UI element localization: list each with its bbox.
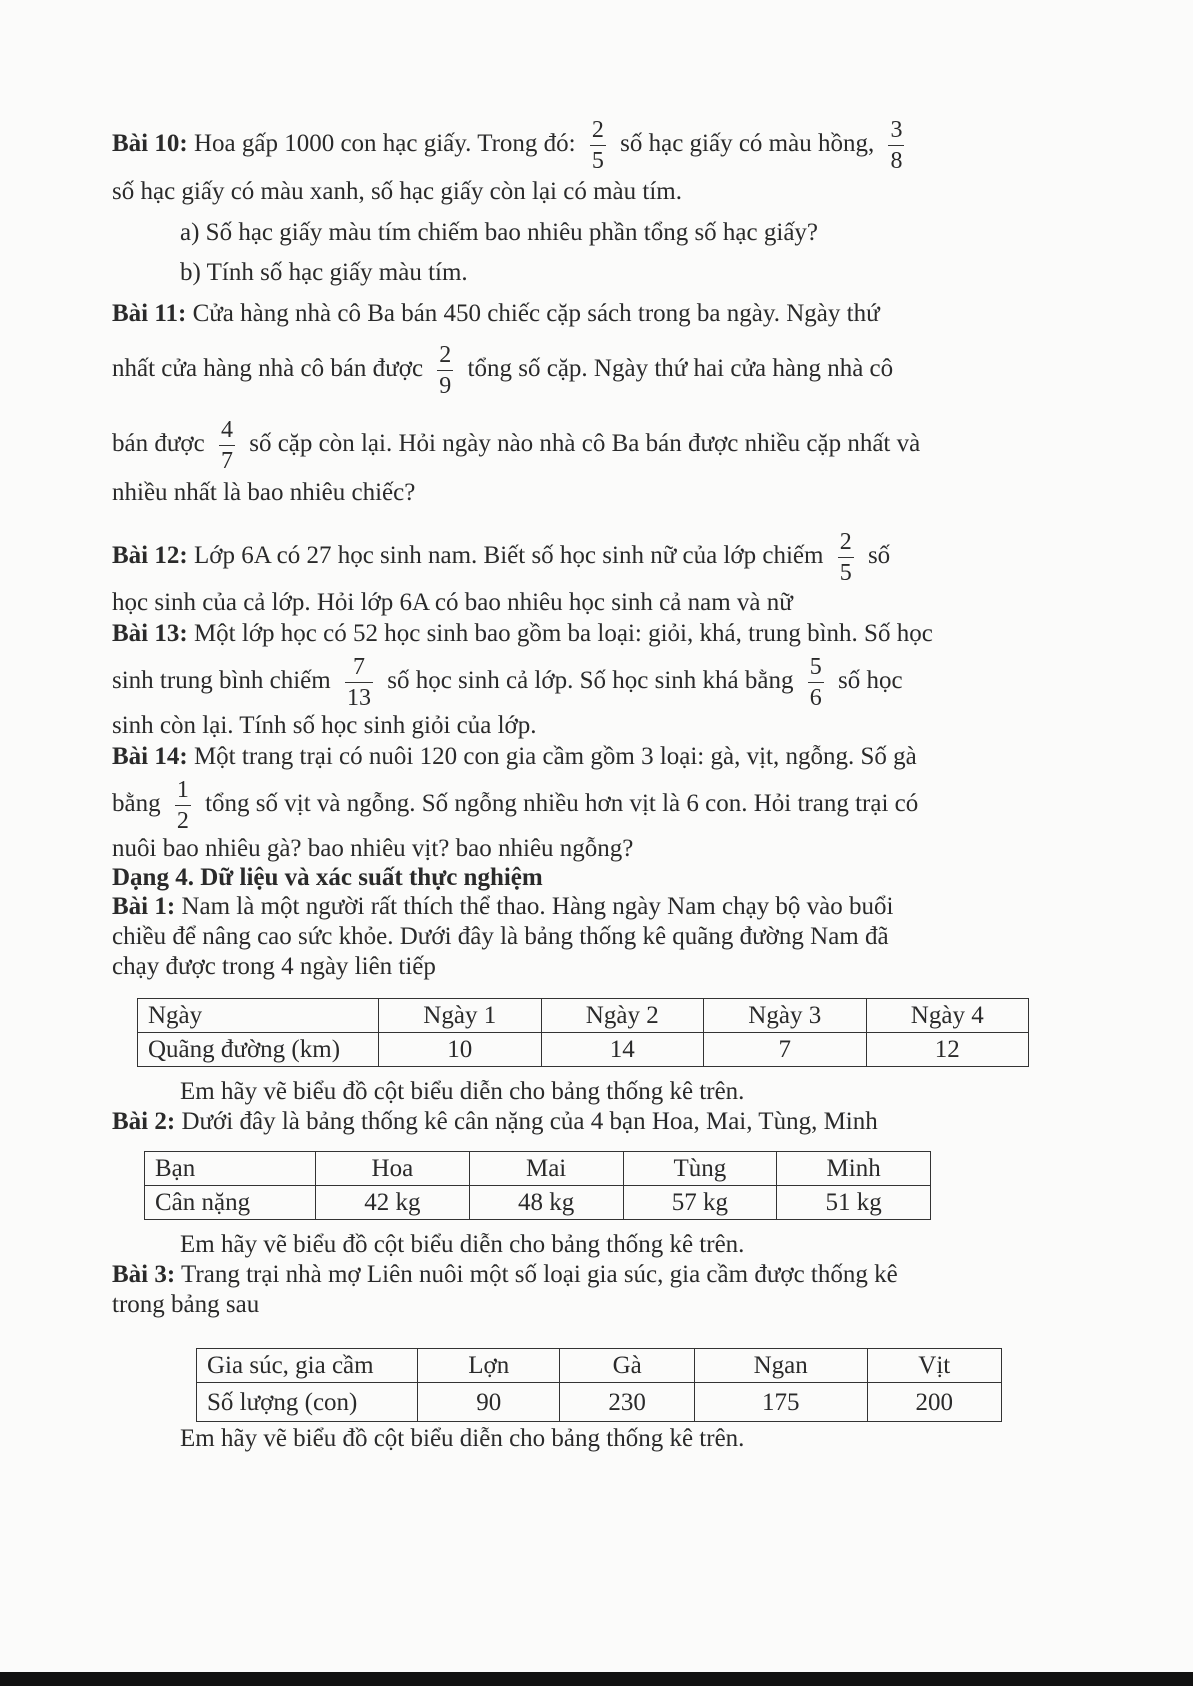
table-cell: Ngan <box>694 1349 867 1383</box>
text: bằng <box>112 790 161 818</box>
exercise-label: Bài 1: <box>112 893 176 920</box>
text: số học <box>837 667 903 695</box>
text: Dưới đây là bảng thống kê cân nặng của 4 bạn Hoa, Mai, Tùng, Minh <box>181 1108 878 1135</box>
table-cell: Gà <box>560 1349 694 1383</box>
fraction: $\frac{5}{6}$ <box>809 654 822 711</box>
text: Cửa hàng nhà cô Ba bán 450 chiếc cặp sách trong ba ngày. Ngày thứ <box>192 300 880 327</box>
fraction: $\frac{7}{13}$ <box>346 654 371 711</box>
table-row <box>138 1033 1029 1067</box>
section-heading: Dạng 4. Dữ liệu và xác suất thực nghiệm <box>112 864 543 891</box>
table-cell: 51 kg <box>777 1186 931 1220</box>
text-line: số hạc giấy có màu xanh, số hạc giấy còn lại có màu tím. <box>112 178 682 205</box>
exercise-label: Bài 12: <box>112 542 188 570</box>
table-cell: 175 <box>694 1383 867 1422</box>
table-cell: Gia súc, gia cầm <box>197 1349 418 1383</box>
text: Lớp 6A có 27 học sinh nam. Biết số học sinh nữ của lớp chiếm <box>193 542 824 570</box>
text: Một lớp học có 52 học sinh bao gồm ba loại: giỏi, khá, trung bình. Số học <box>193 620 933 647</box>
table-cell: Lợn <box>418 1349 560 1383</box>
text: tổng số cặp. Ngày thứ hai cửa hàng nhà cô <box>467 355 894 383</box>
text: Nam là một người rất thích thể thao. Hàng ngày Nam chạy bộ vào buổi <box>181 893 894 920</box>
text: nhất cửa hàng nhà cô bán được <box>112 355 424 383</box>
table-cell: 90 <box>418 1383 560 1422</box>
fraction: $\frac{4}{7}$ <box>220 417 233 474</box>
text-line: nuôi bao nhiêu gà? bao nhiêu vịt? bao nhiêu ngỗng? <box>112 835 634 862</box>
text: tổng số vịt và ngỗng. Số ngỗng nhiều hơn vịt là 6 con. Hỏi trang trại có <box>205 790 919 818</box>
table-cell: 12 <box>866 1033 1029 1067</box>
text: số <box>867 542 891 570</box>
table-cell: Ngày 4 <box>866 999 1029 1033</box>
bai11-line3 <box>112 418 1022 473</box>
distance-table <box>137 998 1029 1067</box>
text: bán được <box>112 430 205 458</box>
exercise-label: Bài 2: <box>112 1108 176 1135</box>
scan-edge <box>0 1672 1193 1686</box>
d4-bai2-line1 <box>112 1107 1022 1137</box>
livestock-table <box>196 1348 1002 1422</box>
exercise-label: Bài 14: <box>112 743 188 770</box>
table-cell: Quãng đường (km) <box>138 1033 379 1067</box>
exercise-label: Bài 11: <box>112 300 187 327</box>
table-cell: Minh <box>777 1152 931 1186</box>
text: số học sinh cả lớp. Số học sinh khá bằng <box>387 667 794 695</box>
bai11-line2 <box>112 343 1022 398</box>
table-cell: Hoa <box>316 1152 470 1186</box>
exercise-label: Bài 13: <box>112 620 188 647</box>
table-cell: Ngày 3 <box>704 999 867 1033</box>
bai14-line2 <box>112 778 1022 833</box>
table-cell: 230 <box>560 1383 694 1422</box>
text-line: Em hãy vẽ biểu đồ cột biểu diễn cho bảng thống kê trên. <box>180 1078 745 1105</box>
weight-table <box>144 1151 931 1220</box>
table-cell: Tùng <box>623 1152 777 1186</box>
exercise-label: Bài 10: <box>112 130 188 158</box>
table-cell: Ngày 2 <box>541 999 704 1033</box>
text-line: nhiều nhất là bao nhiêu chiếc? <box>112 479 416 506</box>
table-cell: 48 kg <box>469 1186 623 1220</box>
bai13-line1 <box>112 618 1022 649</box>
table-row <box>197 1349 1002 1383</box>
d4-bai1-line1 <box>112 892 1022 922</box>
fraction: $\frac{1}{2}$ <box>176 777 189 834</box>
d4-bai3-line1 <box>112 1260 1022 1290</box>
table-row <box>138 999 1029 1033</box>
text: số cặp còn lại. Hỏi ngày nào nhà cô Ba bán được nhiều cặp nhất và <box>249 430 921 458</box>
table-cell: 42 kg <box>316 1186 470 1220</box>
fraction: $\frac{2}{5}$ <box>839 529 852 586</box>
table-cell: Vịt <box>867 1349 1001 1383</box>
text-line: Em hãy vẽ biểu đồ cột biểu diễn cho bảng thống kê trên. <box>180 1425 745 1452</box>
fraction: $\frac{2}{5}$ <box>591 117 604 174</box>
table-cell: Bạn <box>145 1152 316 1186</box>
text-line: sinh còn lại. Tính số học sinh giỏi của lớp. <box>112 712 537 739</box>
fraction: $\frac{2}{9}$ <box>439 342 452 399</box>
table-cell: Số lượng (con) <box>197 1383 418 1422</box>
table-cell: 200 <box>867 1383 1001 1422</box>
bai10-line1 <box>112 118 1022 176</box>
table-row <box>197 1383 1002 1422</box>
table-row <box>145 1152 931 1186</box>
table-row <box>145 1186 931 1220</box>
text-line: chạy được trong 4 ngày liên tiếp <box>112 953 436 980</box>
table-cell: Ngày 1 <box>379 999 542 1033</box>
text-line: b) Tính số hạc giấy màu tím. <box>180 259 468 286</box>
table-cell: Mai <box>469 1152 623 1186</box>
bai12-line1 <box>112 530 1022 585</box>
text-line: học sinh của cả lớp. Hỏi lớp 6A có bao nhiêu học sinh cả nam và nữ <box>112 589 793 616</box>
bai11-line1 <box>112 298 1022 329</box>
text-line: chiều để nâng cao sức khỏe. Dưới đây là bảng thống kê quãng đường Nam đã <box>112 923 889 950</box>
text: Hoa gấp 1000 con hạc giấy. Trong đó: <box>193 130 576 158</box>
table-cell: 7 <box>704 1033 867 1067</box>
text-line: trong bảng sau <box>112 1291 260 1318</box>
table-cell: Cân nặng <box>145 1186 316 1220</box>
document-body <box>112 118 1022 1454</box>
table-cell: 10 <box>379 1033 542 1067</box>
text: Trang trại nhà mợ Liên nuôi một số loại gia súc, gia cầm được thống kê <box>181 1261 898 1288</box>
exercise-label: Bài 3: <box>112 1261 176 1288</box>
text-line: Em hãy vẽ biểu đồ cột biểu diễn cho bảng thống kê trên. <box>180 1231 745 1258</box>
fraction: $\frac{3}{8}$ <box>890 117 903 174</box>
text: sinh trung bình chiếm <box>112 667 331 695</box>
bai14-line1 <box>112 741 1022 772</box>
text-line: a) Số hạc giấy màu tím chiếm bao nhiêu phần tổng số hạc giấy? <box>180 219 819 246</box>
text: Một trang trại có nuôi 120 con gia cầm gồm 3 loại: gà, vịt, ngỗng. Số gà <box>193 743 917 770</box>
bai13-line2 <box>112 655 1022 710</box>
table-cell: Ngày <box>138 999 379 1033</box>
table-cell: 14 <box>541 1033 704 1067</box>
table-cell: 57 kg <box>623 1186 777 1220</box>
text: số hạc giấy có màu hồng, <box>620 130 875 158</box>
